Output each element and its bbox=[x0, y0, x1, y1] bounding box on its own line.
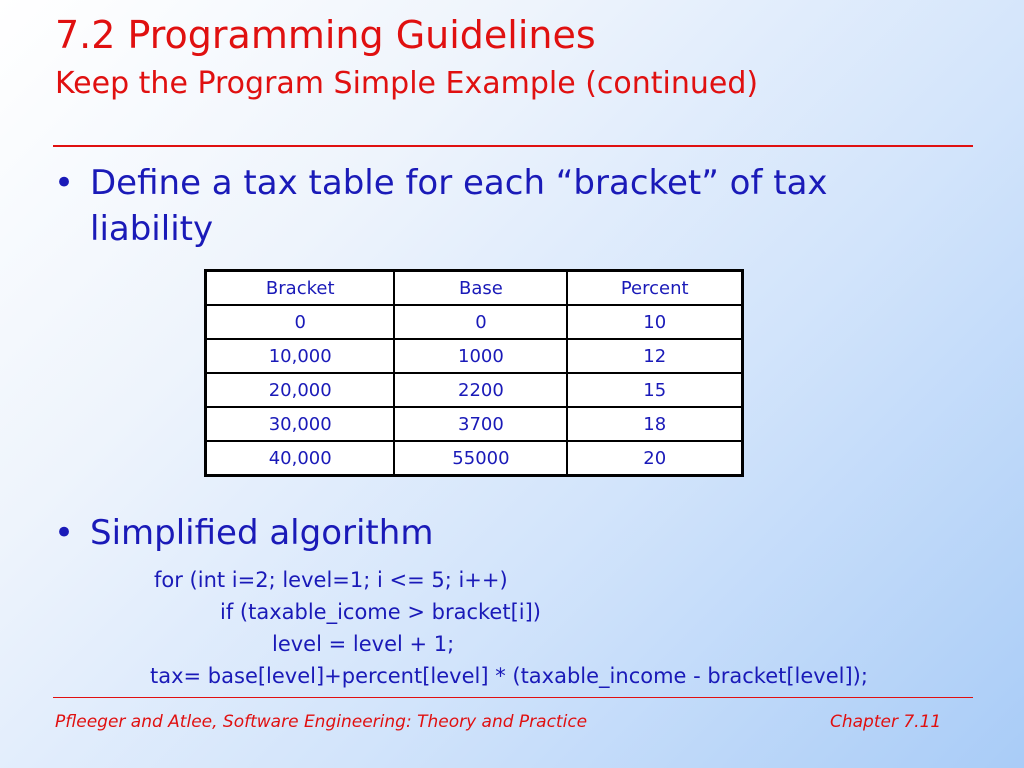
header-base: Base bbox=[394, 271, 567, 306]
cell-percent: 10 bbox=[567, 305, 742, 339]
cell-base: 3700 bbox=[394, 407, 567, 441]
cell-bracket: 20,000 bbox=[206, 373, 395, 407]
footer-page-number: Chapter 7.11 bbox=[830, 712, 942, 732]
table-row bbox=[206, 441, 743, 476]
table-header-row bbox=[206, 271, 743, 306]
table-row bbox=[206, 339, 743, 373]
footer-citation: Pfleeger and Atlee, Software Engineering: Theory and Practice bbox=[55, 712, 588, 732]
header-bracket: Bracket bbox=[206, 271, 395, 306]
bullet-marker: • bbox=[54, 163, 75, 203]
code-line-if: if (taxable_icome > bracket[i]) bbox=[220, 600, 541, 624]
cell-percent: 18 bbox=[567, 407, 742, 441]
cell-bracket: 10,000 bbox=[206, 339, 395, 373]
footer-divider bbox=[53, 697, 973, 698]
cell-percent: 20 bbox=[567, 441, 742, 476]
table-row bbox=[206, 305, 743, 339]
table-row bbox=[206, 407, 743, 441]
slide-subtitle: Keep the Program Simple Example (continued) bbox=[55, 66, 759, 101]
code-line-increment: level = level + 1; bbox=[272, 632, 455, 656]
tax-table bbox=[204, 269, 744, 477]
cell-percent: 15 bbox=[567, 373, 742, 407]
table-row bbox=[206, 373, 743, 407]
bullet-marker: • bbox=[54, 513, 75, 553]
cell-percent: 12 bbox=[567, 339, 742, 373]
bullet-algorithm bbox=[54, 510, 654, 560]
cell-base: 2200 bbox=[394, 373, 567, 407]
cell-bracket: 0 bbox=[206, 305, 395, 339]
cell-base: 55000 bbox=[394, 441, 567, 476]
code-line-for: for (int i=2; level=1; i <= 5; i++) bbox=[154, 568, 508, 592]
cell-bracket: 40,000 bbox=[206, 441, 395, 476]
cell-base: 0 bbox=[394, 305, 567, 339]
code-line-tax: tax= base[level]+percent[level] * (taxable_income - bracket[level]); bbox=[150, 664, 868, 688]
bullet-text: Simplified algorithm bbox=[90, 513, 434, 553]
header-percent: Percent bbox=[567, 271, 742, 306]
title-divider bbox=[53, 145, 973, 147]
bullet-text: Define a tax table for each “bracket” of tax liability bbox=[90, 163, 828, 249]
slide-title: 7.2 Programming Guidelines bbox=[55, 13, 596, 57]
bullet-tax-table bbox=[54, 160, 954, 260]
cell-base: 1000 bbox=[394, 339, 567, 373]
cell-bracket: 30,000 bbox=[206, 407, 395, 441]
